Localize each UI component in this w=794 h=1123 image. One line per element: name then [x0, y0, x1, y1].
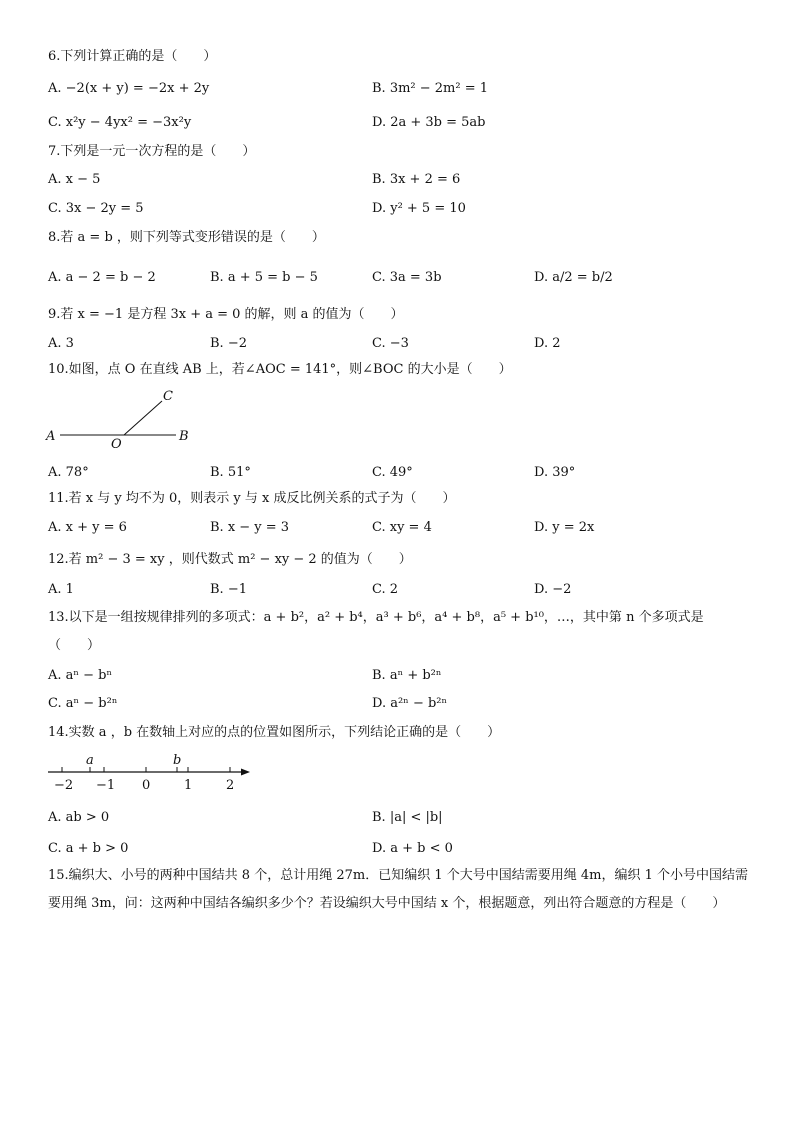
q6-option-a: A. −2(x + y) = −2x + 2y	[48, 81, 210, 96]
question-7-stem: 7.下列是一元一次方程的是（ ）	[48, 144, 256, 159]
q14-number-line	[46, 750, 256, 795]
q12-option-d: D. −2	[534, 582, 572, 597]
q13-option-a: A. aⁿ − bⁿ	[48, 668, 113, 683]
q14-option-b: B. |a| < |b|	[372, 810, 443, 825]
tick-label-0: 0	[142, 778, 151, 793]
tick-label--2: −2	[54, 778, 74, 793]
question-6-stem: 6.下列计算正确的是（ ）	[48, 49, 217, 64]
q8-option-d: D. a/2 = b/2	[534, 270, 613, 285]
q11-option-a: A. x + y = 6	[48, 520, 127, 535]
question-14-stem: 14.实数 a ，b 在数轴上对应的点的位置如图所示，下列结论正确的是（ ）	[48, 725, 501, 740]
q13-option-d: D. a²ⁿ − b²ⁿ	[372, 696, 448, 711]
tick-label--1: −1	[96, 778, 116, 793]
point-b-label: b	[173, 753, 182, 768]
q10-option-c: C. 49°	[372, 465, 413, 480]
q6-option-b: B. 3m² − 2m² = 1	[372, 81, 489, 96]
q14-option-c: C. a + b > 0	[48, 841, 129, 856]
q6-option-d: D. 2a + 3b = 5ab	[372, 115, 486, 130]
question-12-stem: 12.若 m² − 3 = xy ，则代数式 m² − xy − 2 的值为（ ）	[48, 552, 412, 567]
q13-option-c: C. aⁿ − b²ⁿ	[48, 696, 118, 711]
question-10-stem: 10.如图，点 O 在直线 AB 上，若∠AOC = 141°，则∠BOC 的大小是（ ）	[48, 362, 512, 377]
question-15-stem: 15.编织大、小号的两种中国结共 8 个，总计用绳 27m．已知编织 1 个大号中国结需要用绳 4m，编织 1 个小号中国结需要用绳 3m，问：这两种中国结各编织多少个？若设编织大号中国结 x 个，根据题意，列出符合题意的方程是（ ）	[48, 868, 749, 911]
q14-option-d: D. a + b < 0	[372, 841, 453, 856]
label-c: C	[163, 389, 173, 404]
question-13-stem: 13.以下是一组按规律排列的多项式：a + b²，a² + b⁴，a³ + b⁶，a⁴ + b⁸，a⁵ + b¹⁰，…，其中第 n 个多项式是	[48, 610, 704, 625]
tick-label-2: 2	[226, 778, 235, 793]
question-9-stem: 9.若 x = −1 是方程 3x + a = 0 的解，则 a 的值为（ ）	[48, 307, 404, 322]
label-o: O	[111, 437, 122, 452]
tick-label-1: 1	[184, 778, 193, 793]
q10-angle-figure	[44, 384, 204, 454]
q7-option-a: A. x − 5	[48, 172, 101, 187]
q8-option-b: B. a + 5 = b − 5	[210, 270, 318, 285]
q7-option-c: C. 3x − 2y = 5	[48, 201, 144, 216]
q9-option-d: D. 2	[534, 336, 561, 351]
q8-option-a: A. a − 2 = b − 2	[48, 270, 156, 285]
label-a: A	[46, 429, 56, 444]
q11-option-b: B. x − y = 3	[210, 520, 290, 535]
q7-option-d: D. y² + 5 = 10	[372, 201, 466, 216]
point-a-label: a	[86, 753, 94, 768]
q6-option-c: C. x²y − 4yx² = −3x²y	[48, 115, 192, 130]
q11-option-d: D. y = 2x	[534, 520, 595, 535]
q10-option-d: D. 39°	[534, 465, 576, 480]
q7-option-b: B. 3x + 2 = 6	[372, 172, 461, 187]
q13-option-b: B. aⁿ + b²ⁿ	[372, 668, 442, 683]
q9-option-c: C. −3	[372, 336, 409, 351]
q14-option-a: A. ab > 0	[48, 810, 110, 825]
question-13-stem-cont: （ ）	[48, 638, 101, 653]
q10-option-a: A. 78°	[48, 465, 89, 480]
question-11-stem: 11.若 x 与 y 均不为 0，则表示 y 与 x 成反比例关系的式子为（ ）	[48, 491, 456, 506]
q12-option-b: B. −1	[210, 582, 247, 597]
q9-option-b: B. −2	[210, 336, 247, 351]
q10-option-b: B. 51°	[210, 465, 251, 480]
q8-option-c: C. 3a = 3b	[372, 270, 442, 285]
label-b: B	[179, 429, 189, 444]
axis-arrow	[241, 769, 250, 776]
ray-oc	[124, 401, 162, 435]
q12-option-c: C. 2	[372, 582, 399, 597]
q12-option-a: A. 1	[48, 582, 74, 597]
q9-option-a: A. 3	[48, 336, 74, 351]
q11-option-c: C. xy = 4	[372, 520, 432, 535]
question-8-stem: 8.若 a = b ，则下列等式变形错误的是（ ）	[48, 230, 325, 245]
